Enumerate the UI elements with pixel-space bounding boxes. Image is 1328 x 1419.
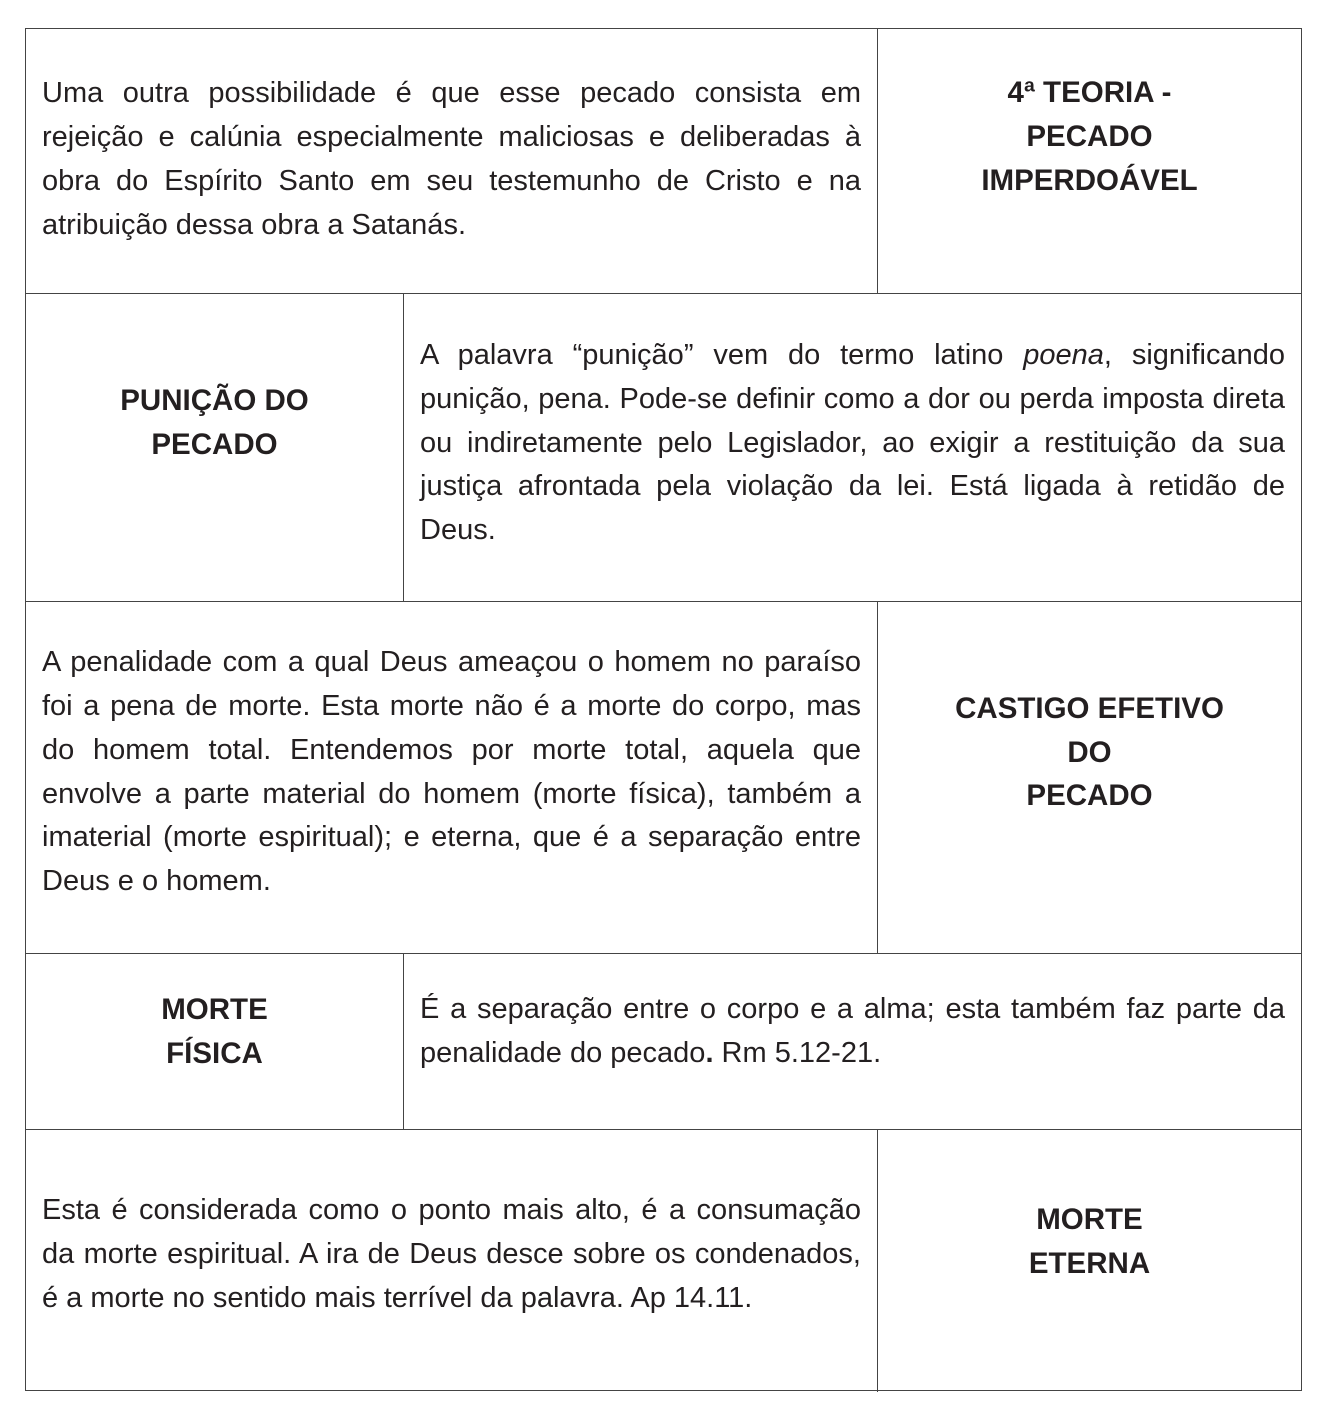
term-cell [878,1130,1301,1392]
description-fragment: . [705,1036,714,1069]
table-row [26,602,1301,954]
description-fragment: A palavra “punição” vem do termo latino [420,339,1024,371]
description-cell [26,29,878,293]
description-cell [404,954,1301,1129]
term-title-line: DO [1067,735,1112,769]
definitions-table [25,28,1302,1391]
description-text: A penalidade com a qual Deus ameaçou o homem no paraíso foi a pena de morte. Esta morte não é a morte do corpo, mas do homem total. Entendemos por morte total, aquela que envolve a parte material do homem (morte física), também a imaterial (morte espiritual); e eterna, que é a separação entre Deus e o homem. [42,646,861,898]
description-text: Esta é considerada como o ponto mais alto, é a consumação da morte espiritual. A ira de Deus desce sobre os condenados, é a morte no sentido mais terrível da palavra. Ap 14.11. [42,1194,861,1314]
reference-text: Rm 5.12-21. [713,1036,882,1069]
description-text: Uma outra possibilidade é que esse pecado consista em rejeição e calúnia especialmente maliciosas e deliberadas à obra do Espírito Santo em seu testemunho de Cristo e na atribuição dessa obra a Satanás. [42,77,861,241]
description-cell [404,294,1301,601]
term-title [981,71,1197,202]
term-title [1029,1198,1150,1286]
term-title [161,988,268,1076]
table-row [26,1130,1301,1392]
table-row [26,294,1301,602]
description-fragment: , significando punição, pena. Pode-se definir como a dor ou perda imposta direta ou indiretamente pelo Legislador, ao exigir a restituição da sua justiça afrontada pela violação da lei. Está ligada à retidão de Deus. [420,339,1285,547]
table-row [26,954,1301,1130]
term-title-line: PUNIÇÃO DO [120,383,309,417]
term-title [120,379,308,467]
description-text [420,334,1285,553]
term-title-line: MORTE [161,992,268,1026]
latin-term: poena [1023,339,1104,371]
description-fragment: É a separação entre o corpo e a alma; esta também faz parte da penalidade do pecado [420,992,1285,1069]
term-title-line: CASTIGO EFETIVO [955,691,1224,725]
term-cell [878,29,1301,293]
description-cell [26,1130,878,1392]
term-title [955,687,1224,818]
term-cell [878,602,1301,953]
term-cell [26,294,404,601]
description-cell [26,602,878,953]
term-title-line: FÍSICA [166,1036,263,1070]
term-title-line: PECADO [1026,779,1153,813]
term-title-line: ETERNA [1028,1247,1151,1280]
term-title-line: PECADO [151,427,278,461]
description-text [420,988,1285,1076]
term-cell [26,954,404,1129]
table-row [26,29,1301,294]
term-title-line: 4ª TEORIA - [1007,76,1172,110]
term-title-line: MORTE [1036,1203,1143,1237]
term-title-line: IMPERDOÁVEL [981,163,1198,197]
term-title-line: PECADO [1026,120,1153,154]
